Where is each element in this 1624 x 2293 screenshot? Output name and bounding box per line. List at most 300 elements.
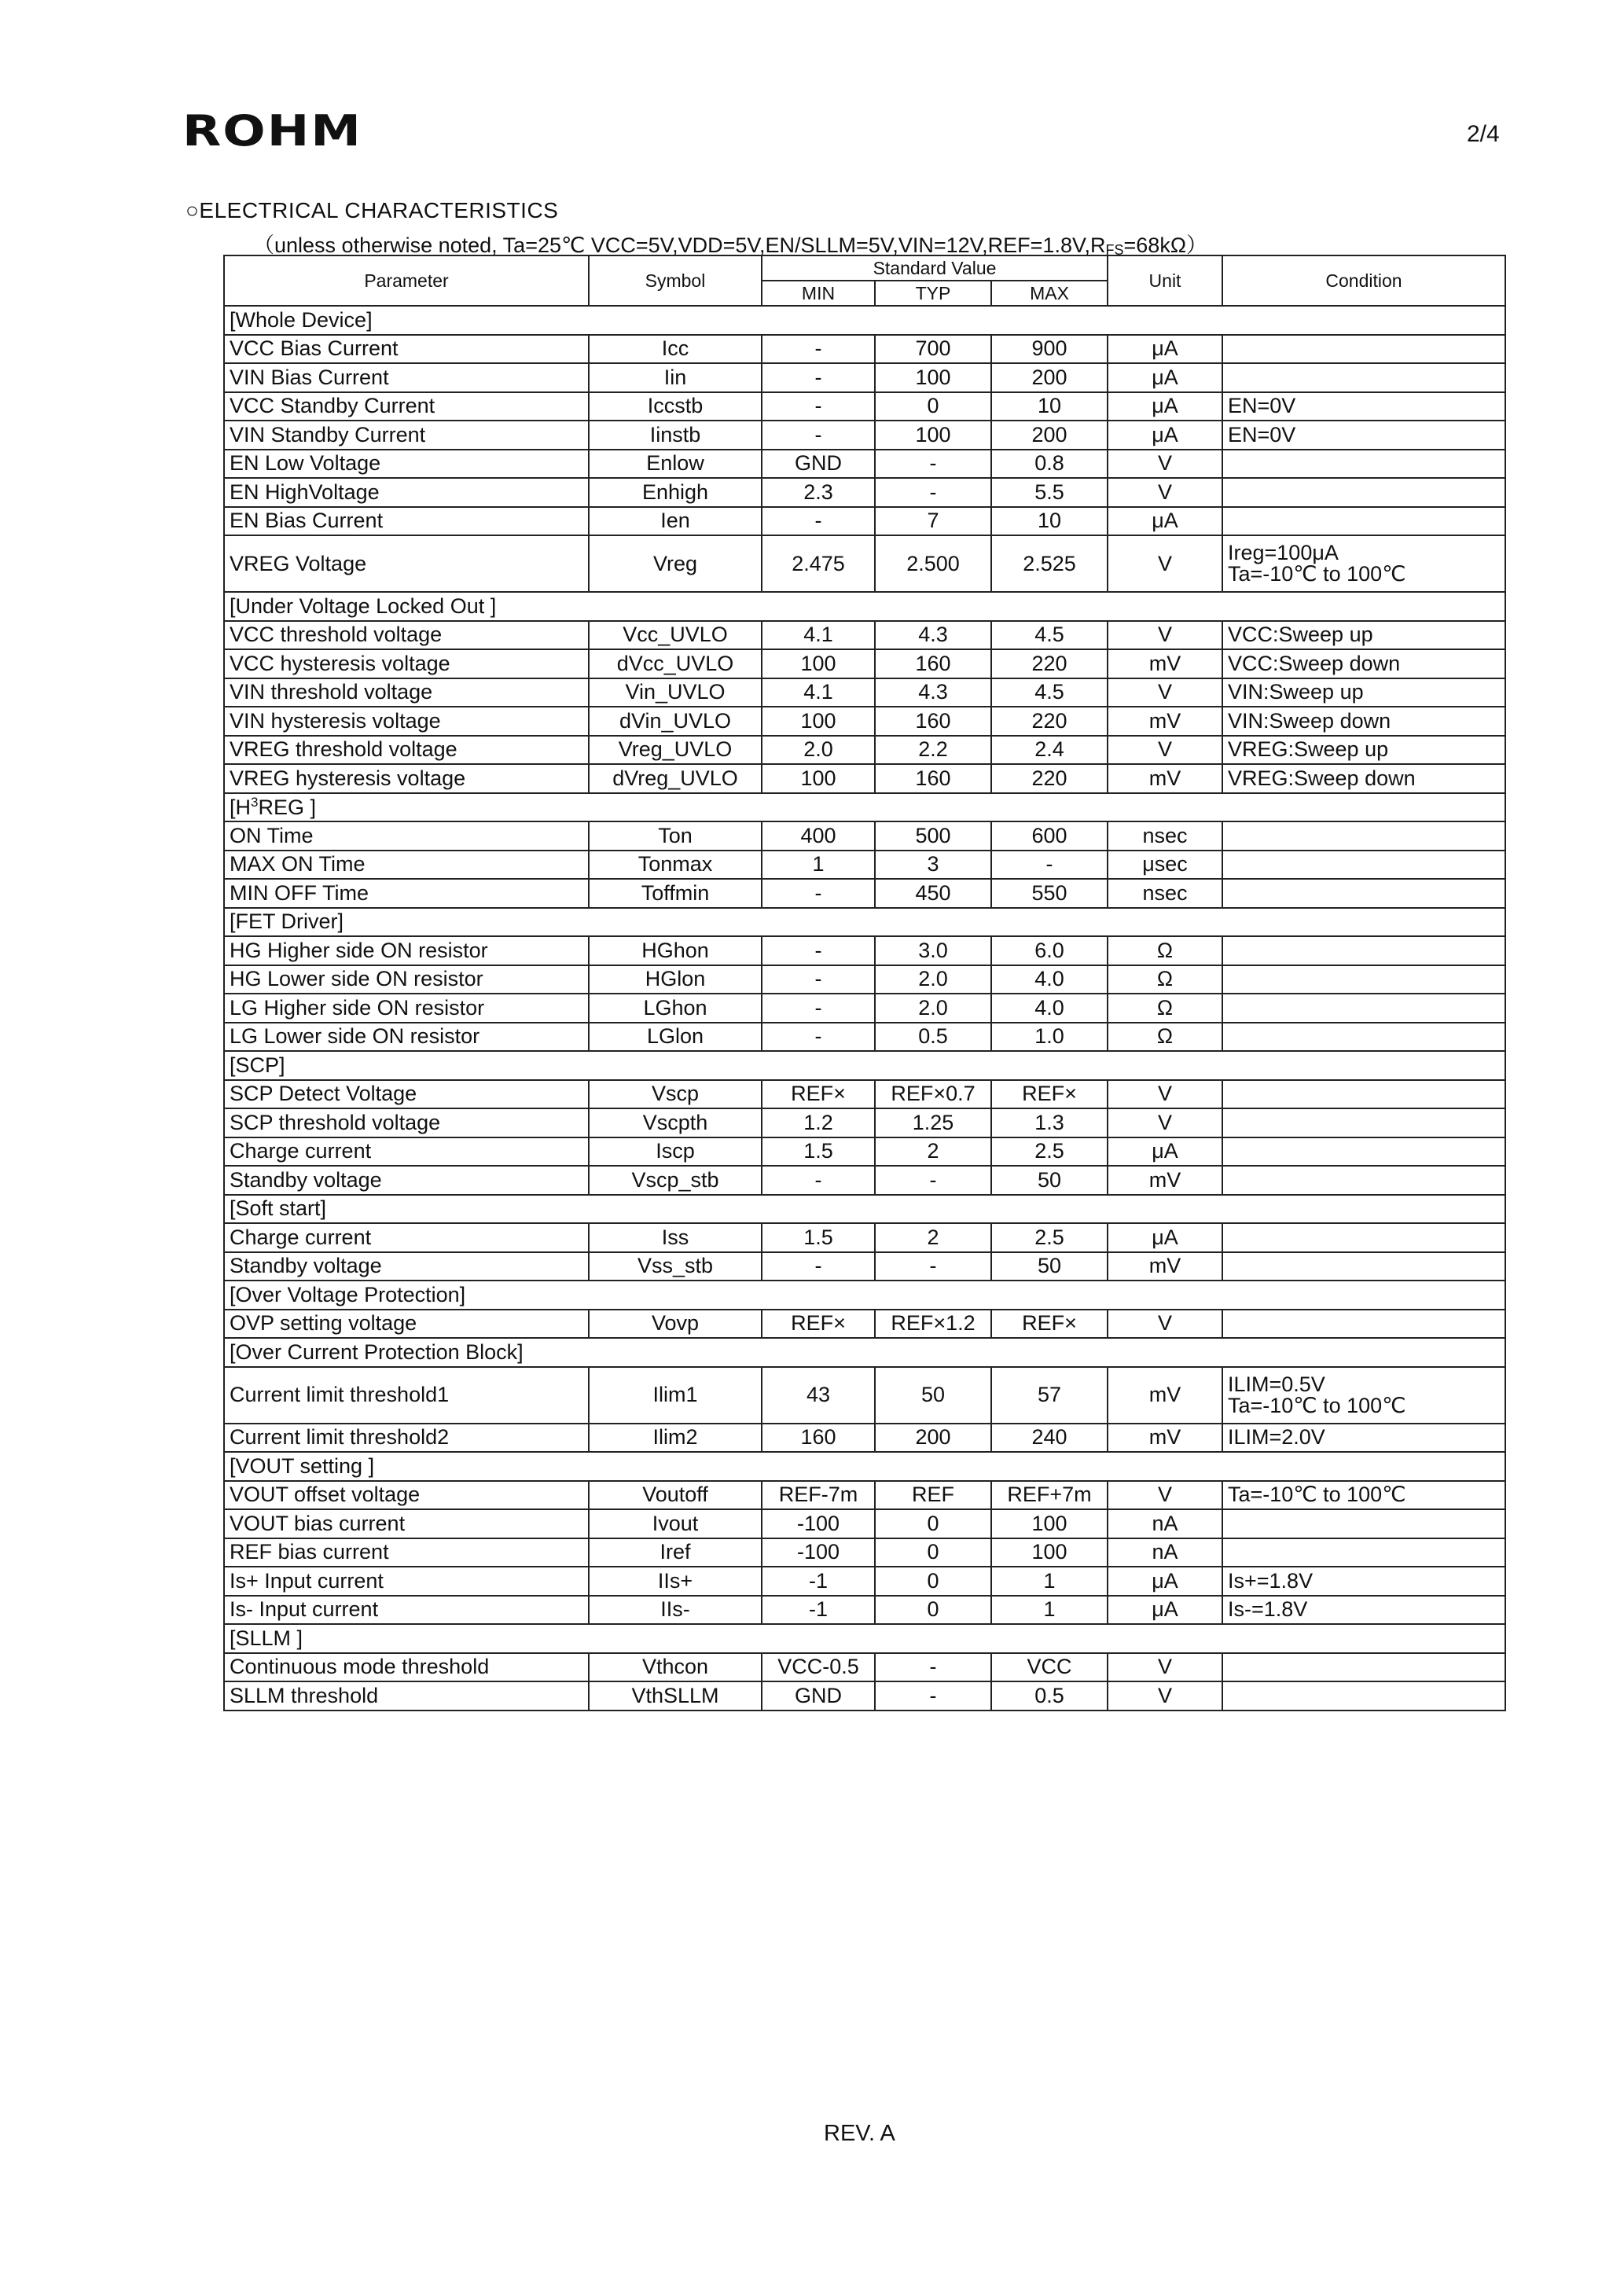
condition-cell: VREG:Sweep down xyxy=(1222,764,1505,793)
symbol-cell: LGlon xyxy=(589,1023,762,1052)
section-title-text: [Under Voltage Locked Out ] xyxy=(230,593,497,618)
table-row xyxy=(224,965,1505,994)
table-row xyxy=(224,1509,1505,1538)
symbol-cell: Ilim2 xyxy=(589,1424,762,1453)
min-cell: 100 xyxy=(762,764,875,793)
unit-cell: Ω xyxy=(1108,965,1222,994)
parameter-cell: VREG Voltage xyxy=(224,535,589,592)
header-typ: TYP xyxy=(875,281,991,306)
max-cell: 200 xyxy=(991,363,1108,392)
unit-cell: mV xyxy=(1108,707,1222,736)
min-cell: 1.5 xyxy=(762,1137,875,1167)
unit-cell: μsec xyxy=(1108,851,1222,880)
min-cell: GND xyxy=(762,450,875,479)
max-cell: 550 xyxy=(991,879,1108,908)
parameter-cell: VIN hysteresis voltage xyxy=(224,707,589,736)
table-row xyxy=(224,678,1505,707)
condition-cell xyxy=(1222,363,1505,392)
unit-cell: μA xyxy=(1108,363,1222,392)
parameter-cell: Is+ Input current xyxy=(224,1567,589,1596)
table-row xyxy=(224,1424,1505,1453)
max-cell: 2.4 xyxy=(991,736,1108,765)
max-cell: 50 xyxy=(991,1166,1108,1195)
min-cell: -1 xyxy=(762,1567,875,1596)
table-row xyxy=(224,707,1505,736)
unit-cell: V xyxy=(1108,1310,1222,1339)
max-cell: 57 xyxy=(991,1367,1108,1424)
min-cell: -100 xyxy=(762,1509,875,1538)
max-cell: REF× xyxy=(991,1080,1108,1109)
parameter-cell: ON Time xyxy=(224,821,589,851)
min-cell: 1.5 xyxy=(762,1223,875,1252)
min-cell: 160 xyxy=(762,1424,875,1453)
typ-cell: 0.5 xyxy=(875,1023,991,1052)
unit-cell: mV xyxy=(1108,764,1222,793)
symbol-cell: VthSLLM xyxy=(589,1681,762,1711)
min-cell: - xyxy=(762,994,875,1023)
table-row xyxy=(224,421,1505,450)
typ-cell: 160 xyxy=(875,707,991,736)
unit-cell: Ω xyxy=(1108,994,1222,1023)
symbol-cell: Enhigh xyxy=(589,478,762,507)
subtitle-pre: （unless otherwise noted, Ta=25℃ VCC=5V,VDD=5V,EN/SLLM=5V,VIN=12V,REF=1.8V,R xyxy=(253,233,1106,257)
parameter-cell: Charge current xyxy=(224,1223,589,1252)
min-cell: GND xyxy=(762,1681,875,1711)
parameter-cell: SCP Detect Voltage xyxy=(224,1080,589,1109)
table-row xyxy=(224,507,1505,536)
symbol-cell: Vscpth xyxy=(589,1108,762,1137)
parameter-cell: VCC hysteresis voltage xyxy=(224,649,589,678)
table-row xyxy=(224,535,1505,592)
section-title-text: [Soft start] xyxy=(230,1196,327,1221)
section-title-text: [Over Voltage Protection] xyxy=(230,1282,466,1306)
unit-cell: V xyxy=(1108,678,1222,707)
typ-cell: - xyxy=(875,1681,991,1711)
table-row xyxy=(224,1481,1505,1510)
table-row xyxy=(224,764,1505,793)
parameter-cell: VIN threshold voltage xyxy=(224,678,589,707)
typ-cell: - xyxy=(875,1252,991,1281)
condition-cell xyxy=(1222,507,1505,536)
min-cell: 400 xyxy=(762,821,875,851)
section-title-cell xyxy=(224,793,1505,822)
parameter-cell: Standby voltage xyxy=(224,1166,589,1195)
min-cell: - xyxy=(762,936,875,965)
symbol-cell: Ton xyxy=(589,821,762,851)
unit-cell: μA xyxy=(1108,421,1222,450)
section-title-cell xyxy=(224,1281,1505,1310)
condition-cell xyxy=(1222,1252,1505,1281)
table-row xyxy=(224,1252,1505,1281)
symbol-cell: Iref xyxy=(589,1538,762,1567)
min-cell: REF-7m xyxy=(762,1481,875,1510)
max-cell: 10 xyxy=(991,507,1108,536)
typ-cell: - xyxy=(875,478,991,507)
typ-cell: 2.2 xyxy=(875,736,991,765)
symbol-cell: Icc xyxy=(589,335,762,364)
min-cell: - xyxy=(762,363,875,392)
section-title-cell xyxy=(224,306,1505,335)
typ-cell: 4.3 xyxy=(875,621,991,650)
table-row xyxy=(224,335,1505,364)
parameter-cell: MIN OFF Time xyxy=(224,879,589,908)
symbol-cell: Voutoff xyxy=(589,1481,762,1510)
min-cell: 4.1 xyxy=(762,678,875,707)
header-min: MIN xyxy=(762,281,875,306)
section-title-cell xyxy=(224,1452,1505,1481)
table-row xyxy=(224,1108,1505,1137)
table-row xyxy=(224,1137,1505,1167)
table-row xyxy=(224,879,1505,908)
min-cell: REF× xyxy=(762,1310,875,1339)
condition-cell: ILIM=2.0V xyxy=(1222,1424,1505,1453)
min-cell: 2.0 xyxy=(762,736,875,765)
min-cell: - xyxy=(762,421,875,450)
condition-cell xyxy=(1222,1681,1505,1711)
typ-cell: 100 xyxy=(875,363,991,392)
typ-cell: 160 xyxy=(875,764,991,793)
unit-cell: Ω xyxy=(1108,936,1222,965)
symbol-cell: Vin_UVLO xyxy=(589,678,762,707)
section-title-cell xyxy=(224,908,1505,937)
typ-cell: 50 xyxy=(875,1367,991,1424)
symbol-cell: Tonmax xyxy=(589,851,762,880)
symbol-cell: Vreg xyxy=(589,535,762,592)
unit-cell: mV xyxy=(1108,649,1222,678)
typ-cell: REF×1.2 xyxy=(875,1310,991,1339)
condition-cell xyxy=(1222,1653,1505,1682)
max-cell: 220 xyxy=(991,649,1108,678)
table-row xyxy=(224,1080,1505,1109)
max-cell: 4.5 xyxy=(991,621,1108,650)
condition-cell xyxy=(1222,1310,1505,1339)
typ-cell: 0 xyxy=(875,1567,991,1596)
unit-cell: mV xyxy=(1108,1367,1222,1424)
parameter-cell: LG Lower side ON resistor xyxy=(224,1023,589,1052)
parameter-cell: Current limit threshold1 xyxy=(224,1367,589,1424)
table-row xyxy=(224,363,1505,392)
typ-cell: 7 xyxy=(875,507,991,536)
typ-cell: 4.3 xyxy=(875,678,991,707)
condition-line: Ta=-10℃ to 100℃ xyxy=(1228,1393,1406,1417)
condition-cell xyxy=(1222,1223,1505,1252)
condition-line: Ta=-10℃ to 100℃ xyxy=(1228,562,1406,586)
parameter-cell: VOUT offset voltage xyxy=(224,1481,589,1510)
unit-cell: V xyxy=(1108,1481,1222,1510)
min-cell: 100 xyxy=(762,649,875,678)
condition-cell xyxy=(1222,478,1505,507)
parameter-cell: LG Higher side ON resistor xyxy=(224,994,589,1023)
max-cell: 600 xyxy=(991,821,1108,851)
header-standard-value: Standard Value xyxy=(762,255,1108,281)
unit-cell: nsec xyxy=(1108,879,1222,908)
max-cell: REF+7m xyxy=(991,1481,1108,1510)
min-cell: - xyxy=(762,392,875,421)
typ-cell: 2 xyxy=(875,1223,991,1252)
max-cell: 4.5 xyxy=(991,678,1108,707)
parameter-cell: VREG threshold voltage xyxy=(224,736,589,765)
parameter-cell: OVP setting voltage xyxy=(224,1310,589,1339)
max-cell: 2.525 xyxy=(991,535,1108,592)
unit-cell: Ω xyxy=(1108,1023,1222,1052)
table-row xyxy=(224,1023,1505,1052)
condition-cell xyxy=(1222,994,1505,1023)
section-header-row xyxy=(224,908,1505,937)
min-cell: 100 xyxy=(762,707,875,736)
symbol-cell: LGhon xyxy=(589,994,762,1023)
min-cell: REF× xyxy=(762,1080,875,1109)
typ-cell: 3.0 xyxy=(875,936,991,965)
parameter-cell: VCC Bias Current xyxy=(224,335,589,364)
symbol-cell: HGhon xyxy=(589,936,762,965)
unit-cell: μA xyxy=(1108,1567,1222,1596)
symbol-cell: Iinstb xyxy=(589,421,762,450)
min-cell: - xyxy=(762,507,875,536)
table-row xyxy=(224,1223,1505,1252)
condition-cell xyxy=(1222,450,1505,479)
table-row xyxy=(224,478,1505,507)
parameter-cell: VIN Standby Current xyxy=(224,421,589,450)
table-row xyxy=(224,649,1505,678)
unit-cell: μA xyxy=(1108,392,1222,421)
table-row xyxy=(224,1653,1505,1682)
min-cell: VCC-0.5 xyxy=(762,1653,875,1682)
table-row xyxy=(224,1166,1505,1195)
typ-cell: 2.0 xyxy=(875,994,991,1023)
typ-cell: 1.25 xyxy=(875,1108,991,1137)
unit-cell: V xyxy=(1108,478,1222,507)
table-row xyxy=(224,851,1505,880)
header-condition: Condition xyxy=(1222,255,1505,306)
typ-cell: 3 xyxy=(875,851,991,880)
unit-cell: mV xyxy=(1108,1166,1222,1195)
parameter-cell: REF bias current xyxy=(224,1538,589,1567)
condition-cell xyxy=(1222,1367,1505,1424)
condition-cell: VCC:Sweep down xyxy=(1222,649,1505,678)
max-cell: 0.5 xyxy=(991,1681,1108,1711)
unit-cell: V xyxy=(1108,450,1222,479)
min-cell: - xyxy=(762,335,875,364)
max-cell: 2.5 xyxy=(991,1137,1108,1167)
max-cell: - xyxy=(991,851,1108,880)
parameter-cell: MAX ON Time xyxy=(224,851,589,880)
parameter-cell: VIN Bias Current xyxy=(224,363,589,392)
unit-cell: μA xyxy=(1108,1137,1222,1167)
section-header-row xyxy=(224,1624,1505,1653)
symbol-cell: Vovp xyxy=(589,1310,762,1339)
symbol-cell: Iccstb xyxy=(589,392,762,421)
section-title-cell xyxy=(224,1338,1505,1367)
typ-cell: 450 xyxy=(875,879,991,908)
section-title-post: REG ] xyxy=(258,796,316,820)
header-symbol: Symbol xyxy=(589,255,762,306)
table-row xyxy=(224,936,1505,965)
section-header-row xyxy=(224,306,1505,335)
header-parameter: Parameter xyxy=(224,255,589,306)
header-max: MAX xyxy=(991,281,1108,306)
condition-cell xyxy=(1222,335,1505,364)
min-cell: 2.3 xyxy=(762,478,875,507)
max-cell: 240 xyxy=(991,1424,1108,1453)
parameter-cell: EN Bias Current xyxy=(224,507,589,536)
section-title-cell xyxy=(224,1624,1505,1653)
section-title: ○ELECTRICAL CHARACTERISTICS xyxy=(186,198,559,222)
section-header-row xyxy=(224,793,1505,822)
parameter-cell: SCP threshold voltage xyxy=(224,1108,589,1137)
symbol-cell: Toffmin xyxy=(589,879,762,908)
min-cell: 43 xyxy=(762,1367,875,1424)
typ-cell: 100 xyxy=(875,421,991,450)
table-row xyxy=(224,621,1505,650)
max-cell: 2.5 xyxy=(991,1223,1108,1252)
table-row xyxy=(224,736,1505,765)
header-unit: Unit xyxy=(1108,255,1222,306)
unit-cell: nA xyxy=(1108,1509,1222,1538)
symbol-cell: IIs+ xyxy=(589,1567,762,1596)
symbol-cell: HGlon xyxy=(589,965,762,994)
max-cell: 4.0 xyxy=(991,965,1108,994)
min-cell: - xyxy=(762,965,875,994)
max-cell: REF× xyxy=(991,1310,1108,1339)
unit-cell: V xyxy=(1108,1080,1222,1109)
min-cell: -100 xyxy=(762,1538,875,1567)
subtitle-post: =68kΩ） xyxy=(1123,233,1207,257)
condition-cell: Ta=-10℃ to 100℃ xyxy=(1222,1481,1505,1510)
parameter-cell: EN HighVoltage xyxy=(224,478,589,507)
section-header-row xyxy=(224,1338,1505,1367)
typ-cell: 200 xyxy=(875,1424,991,1453)
table-row xyxy=(224,1567,1505,1596)
typ-cell: 0 xyxy=(875,1596,991,1625)
parameter-cell: Charge current xyxy=(224,1137,589,1167)
condition-cell: Is+=1.8V xyxy=(1222,1567,1505,1596)
max-cell: 1.3 xyxy=(991,1108,1108,1137)
typ-cell: 0 xyxy=(875,392,991,421)
max-cell: 1.0 xyxy=(991,1023,1108,1052)
max-cell: 100 xyxy=(991,1538,1108,1567)
parameter-cell: VOUT bias current xyxy=(224,1509,589,1538)
revision-footer: REV. A xyxy=(824,2121,895,2146)
typ-cell: 160 xyxy=(875,649,991,678)
condition-cell: VREG:Sweep up xyxy=(1222,736,1505,765)
symbol-cell: dVcc_UVLO xyxy=(589,649,762,678)
min-cell: - xyxy=(762,1252,875,1281)
typ-cell: 700 xyxy=(875,335,991,364)
min-cell: - xyxy=(762,1023,875,1052)
table-row xyxy=(224,450,1505,479)
min-cell: - xyxy=(762,1166,875,1195)
subtitle-sub: FS xyxy=(1105,242,1124,258)
parameter-cell: Is- Input current xyxy=(224,1596,589,1625)
section-header-row xyxy=(224,1281,1505,1310)
section-header-row xyxy=(224,592,1505,621)
parameter-cell: Standby voltage xyxy=(224,1252,589,1281)
table-row xyxy=(224,1310,1505,1339)
condition-line: ILIM=0.5V xyxy=(1228,1372,1325,1396)
unit-cell: V xyxy=(1108,736,1222,765)
parameter-cell: Continuous mode threshold xyxy=(224,1653,589,1682)
condition-cell xyxy=(1222,1509,1505,1538)
section-title-sup: 3 xyxy=(251,795,259,810)
unit-cell: μA xyxy=(1108,335,1222,364)
unit-cell: mV xyxy=(1108,1424,1222,1453)
typ-cell: REF xyxy=(875,1481,991,1510)
typ-cell: 2.0 xyxy=(875,965,991,994)
max-cell: 50 xyxy=(991,1252,1108,1281)
table-row xyxy=(224,1681,1505,1711)
section-header-row xyxy=(224,1452,1505,1481)
max-cell: 1 xyxy=(991,1567,1108,1596)
parameter-cell: SLLM threshold xyxy=(224,1681,589,1711)
unit-cell: μA xyxy=(1108,1596,1222,1625)
max-cell: 10 xyxy=(991,392,1108,421)
unit-cell: nsec xyxy=(1108,821,1222,851)
table-body xyxy=(224,306,1505,1711)
typ-cell: REF×0.7 xyxy=(875,1080,991,1109)
section-header-row xyxy=(224,1051,1505,1080)
condition-cell xyxy=(1222,821,1505,851)
max-cell: 100 xyxy=(991,1509,1108,1538)
symbol-cell: Ilim1 xyxy=(589,1367,762,1424)
typ-cell: - xyxy=(875,1653,991,1682)
symbol-cell: Iscp xyxy=(589,1137,762,1167)
parameter-cell: VREG hysteresis voltage xyxy=(224,764,589,793)
condition-cell xyxy=(1222,1023,1505,1052)
parameter-cell: EN Low Voltage xyxy=(224,450,589,479)
page-number: 2/4 xyxy=(1467,121,1500,147)
section-title-cell xyxy=(224,1195,1505,1224)
condition-cell: Is-=1.8V xyxy=(1222,1596,1505,1625)
section-title-text: [SCP] xyxy=(230,1053,285,1077)
parameter-cell: Current limit threshold2 xyxy=(224,1424,589,1453)
condition-cell: VIN:Sweep up xyxy=(1222,678,1505,707)
rohm-logo: ROHM xyxy=(182,106,362,156)
max-cell: 900 xyxy=(991,335,1108,364)
max-cell: 6.0 xyxy=(991,936,1108,965)
condition-cell xyxy=(1222,879,1505,908)
unit-cell: nA xyxy=(1108,1538,1222,1567)
section-title-text: [H xyxy=(230,796,251,820)
typ-cell: - xyxy=(875,1166,991,1195)
symbol-cell: IIs- xyxy=(589,1596,762,1625)
condition-cell xyxy=(1222,1137,1505,1167)
symbol-cell: Vthcon xyxy=(589,1653,762,1682)
condition-cell xyxy=(1222,965,1505,994)
condition-cell xyxy=(1222,1538,1505,1567)
unit-cell: V xyxy=(1108,1108,1222,1137)
symbol-cell: dVin_UVLO xyxy=(589,707,762,736)
max-cell: 200 xyxy=(991,421,1108,450)
condition-cell: VIN:Sweep down xyxy=(1222,707,1505,736)
min-cell: 4.1 xyxy=(762,621,875,650)
condition-line: Ireg=100μA xyxy=(1228,541,1339,564)
parameter-cell: VCC Standby Current xyxy=(224,392,589,421)
unit-cell: V xyxy=(1108,1653,1222,1682)
section-title-text: [SLLM ] xyxy=(230,1626,303,1650)
unit-cell: μA xyxy=(1108,1223,1222,1252)
max-cell: 4.0 xyxy=(991,994,1108,1023)
parameter-cell: HG Lower side ON resistor xyxy=(224,965,589,994)
symbol-cell: Iin xyxy=(589,363,762,392)
symbol-cell: Iss xyxy=(589,1223,762,1252)
table-row xyxy=(224,994,1505,1023)
typ-cell: 2.500 xyxy=(875,535,991,592)
table-row xyxy=(224,1596,1505,1625)
symbol-cell: Ivout xyxy=(589,1509,762,1538)
unit-cell: V xyxy=(1108,621,1222,650)
condition-cell: EN=0V xyxy=(1222,421,1505,450)
symbol-cell: Enlow xyxy=(589,450,762,479)
